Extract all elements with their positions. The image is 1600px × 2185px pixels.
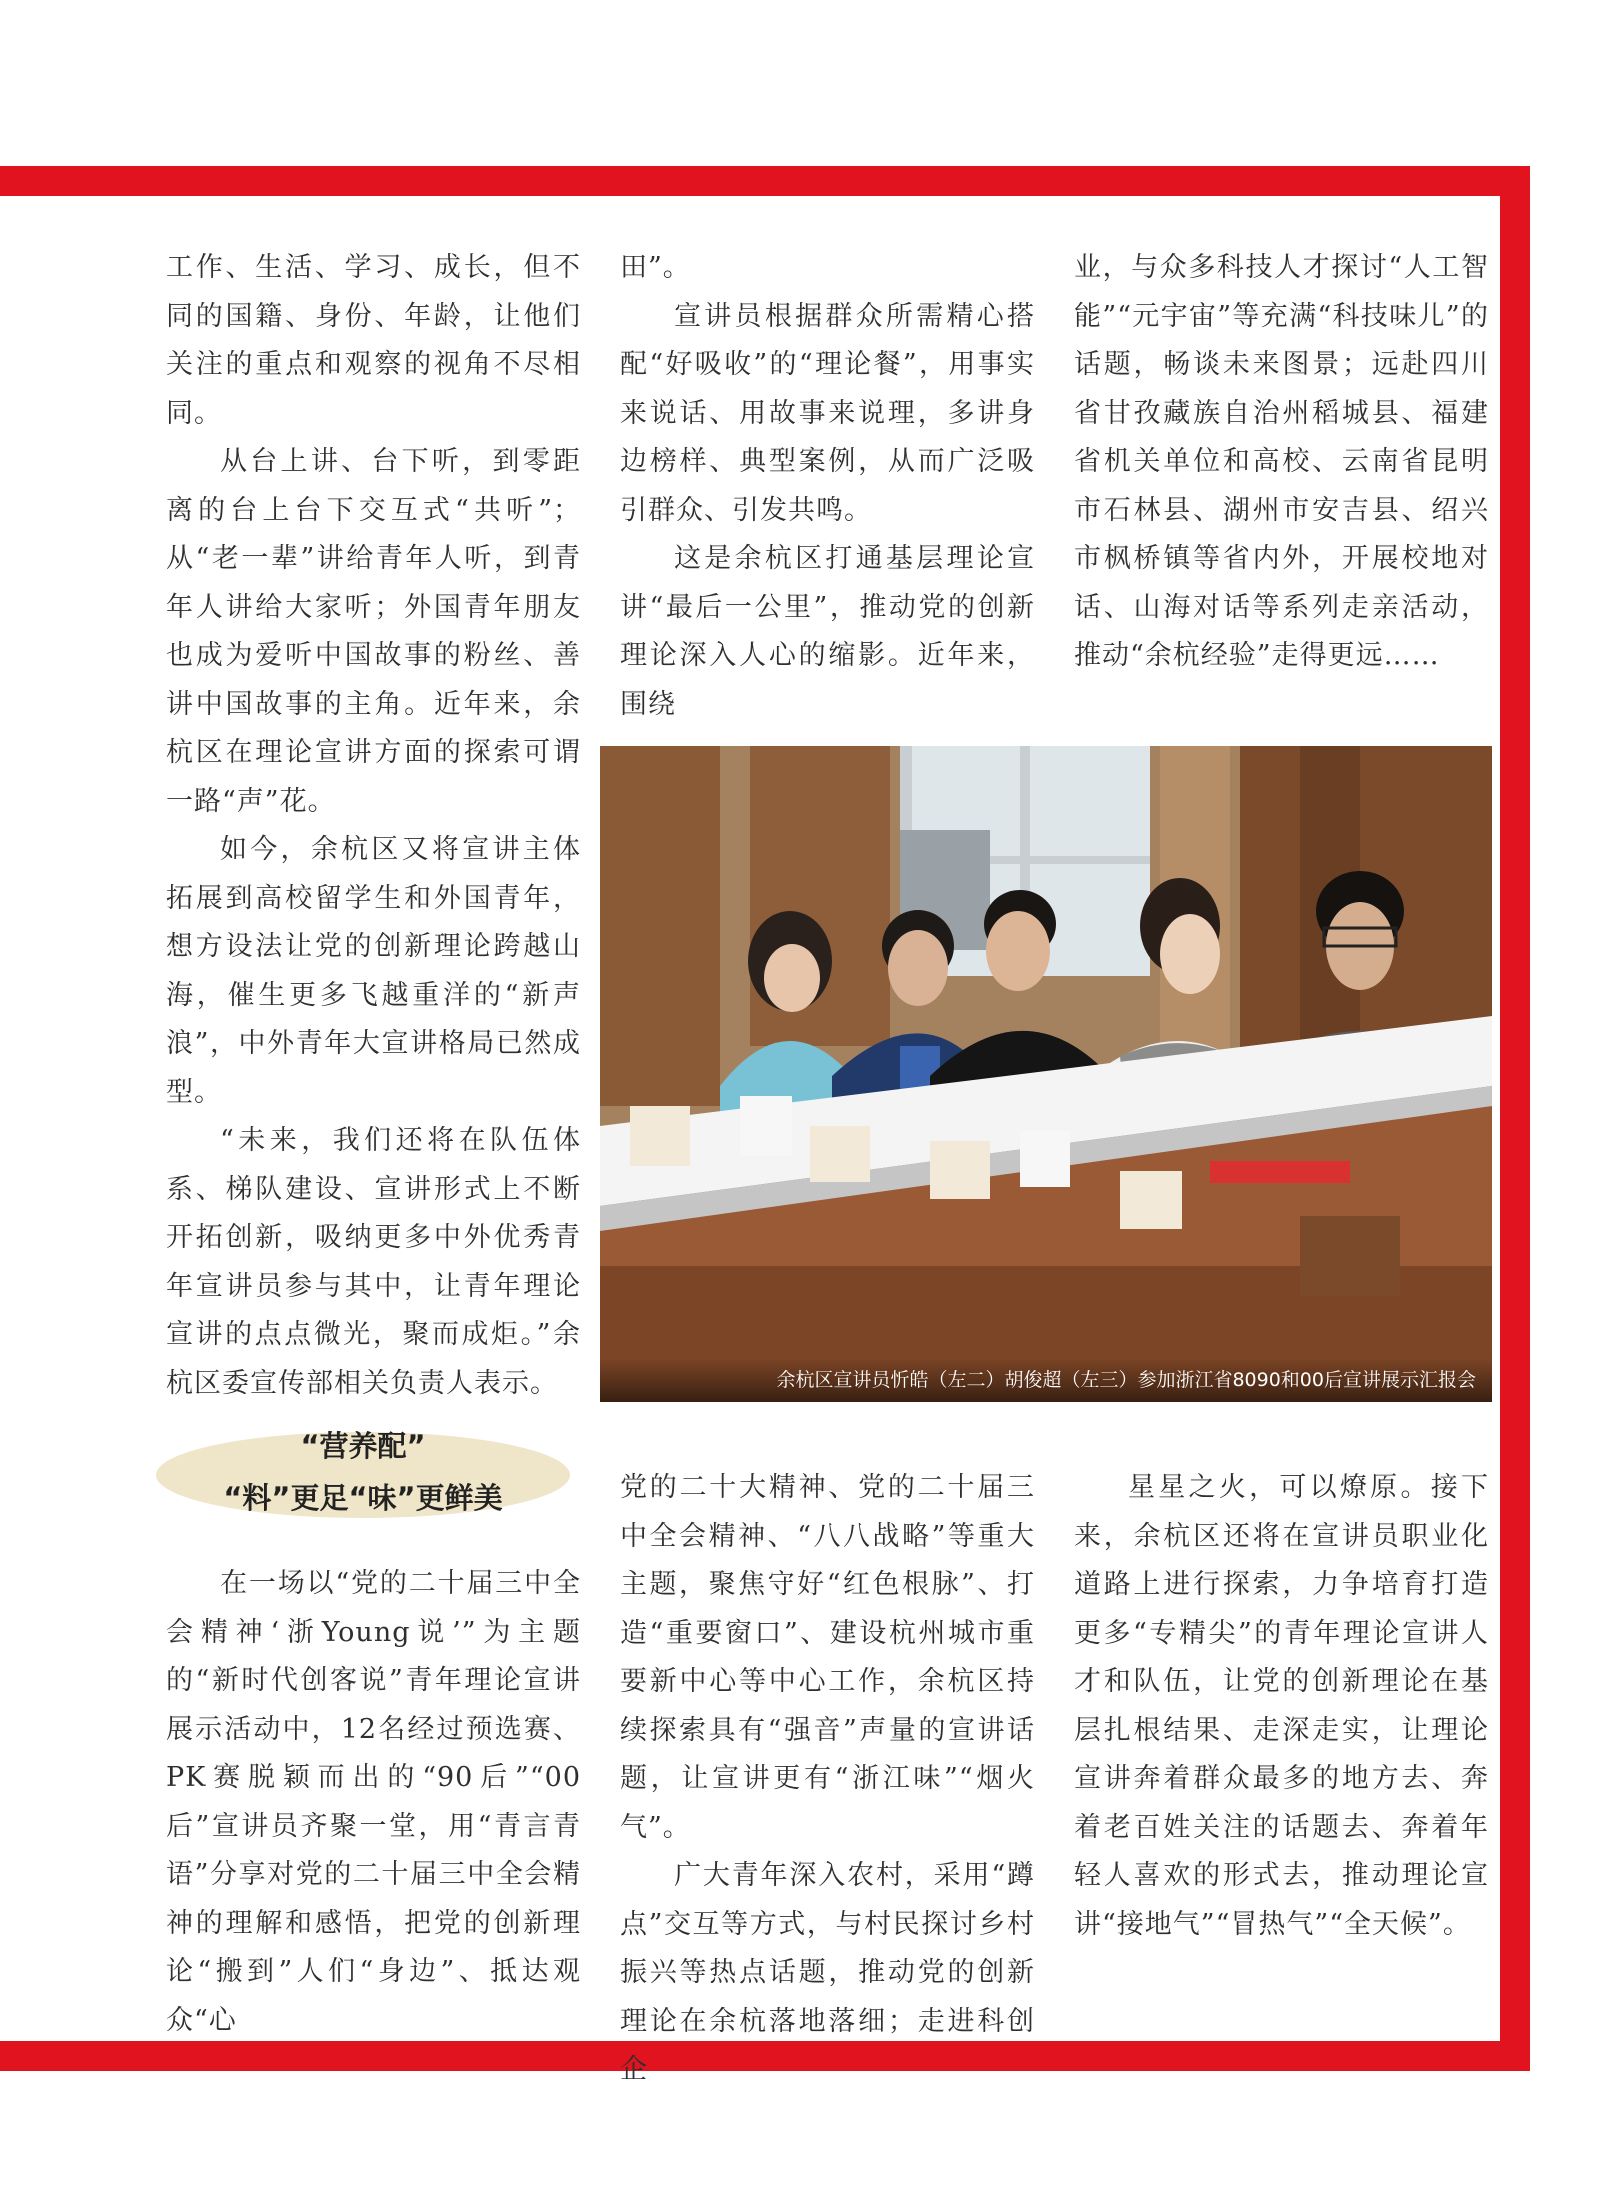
paragraph: 广大青年深入农村，采用“蹲点”交互等方式，与村民探讨乡村振兴等热点话题，推动党的创新理论在余杭落地落细；走进科创企 [620, 1860, 1035, 2085]
paragraph: 从台上讲、台下听，到零距离的台上台下交互式“共听”；从“老一辈”讲给青年人听，到青年人讲给大家听；外国青年朋友也成为爱听中国故事的粉丝、善讲中国故事的主角。近年来，余杭区在理论宣讲方面的探索可谓一路“声”花。 [166, 446, 581, 817]
paragraph: 在一场以“党的二十届三中全会精神‘浙Young说’”为主题的“新时代创客说”青年理论宣讲展示活动中，12名经过预选赛、PK赛脱颖而出的“90后”“00后”宣讲员齐聚一堂，用“青言青语”分享对党的二十届三中全会精神的理解和感悟，把党的创新理论“搬到”人们“身边”、抵达观众“心 [166, 1568, 581, 2036]
column-1-top [166, 244, 581, 1408]
paragraph: 这是余杭区打通基层理论宣讲“最后一公里”，推动党的创新理论深入人心的缩影。近年来，围绕 [620, 543, 1035, 720]
column-3-top [1074, 244, 1489, 681]
frame-right-bar [1500, 166, 1530, 2071]
column-2-top [620, 244, 1035, 729]
event-photo [600, 746, 1492, 1402]
column-2-bottom [620, 1464, 1035, 2095]
paragraph: 工作、生活、学习、成长，但不同的国籍、身份、年龄，让他们关注的重点和观察的视角不尽相同。 [166, 252, 581, 429]
paragraph: 星星之火，可以燎原。接下来，余杭区还将在宣讲员职业化道路上进行探索，力争培育打造更多“专精尖”的青年理论宣讲人才和队伍，让党的创新理论在基层扎根结果、走深走实，让理论宣讲奔着群众最多的地方去、奔着老百姓关注的话题去、奔着年轻人喜欢的形式去，推动理论宣讲“接地气”“冒热气”“全天候”。 [1074, 1472, 1489, 1940]
section-subheading [156, 1418, 570, 1534]
column-3-bottom [1074, 1464, 1489, 1949]
photo-illustration [600, 746, 1492, 1402]
subheading-line-2: “料”更足“味”更鲜美 [223, 1481, 503, 1515]
paragraph: 业，与众多科技人才探讨“人工智能”“元宇宙”等充满“科技味儿”的话题，畅谈未来图景；远赴四川省甘孜藏族自治州稻城县、福建省机关单位和高校、云南省昆明市石林县、湖州市安吉县、绍兴市枫桥镇等省内外，开展校地对话、山海对话等系列走亲活动，推动“余杭经验”走得更远…… [1074, 252, 1489, 671]
photo-caption: 余杭区宣讲员忻皓（左二）胡俊超（左三）参加浙江省8090和00后宣讲展示汇报会 [600, 1358, 1492, 1402]
paragraph: 宣讲员根据群众所需精心搭配“好吸收”的“理论餐”，用事实来说话、用故事来说理，多讲身边榜样、典型案例，从而广泛吸引群众、引发共鸣。 [620, 300, 1035, 526]
subheading-line-1: “营养配” [300, 1429, 426, 1463]
paragraph: 党的二十大精神、党的二十届三中全会精神、“八八战略”等重大主题，聚焦守好“红色根脉”、打造“重要窗口”、建设杭州城市重要新中心等中心工作，余杭区持续探索具有“强音”声量的宣讲话题，让宣讲更有“浙江味”“烟火气”。 [620, 1472, 1035, 1843]
paragraph: “未来，我们还将在队伍体系、梯队建设、宣讲形式上不断开拓创新，吸纳更多中外优秀青年宣讲员参与其中，让青年理论宣讲的点点微光，聚而成炬。”余杭区委宣传部相关负责人表示。 [166, 1125, 581, 1399]
frame-top-bar [0, 166, 1530, 196]
column-1-bottom [166, 1560, 581, 2045]
paragraph: 田”。 [620, 252, 691, 283]
paragraph: 如今，余杭区又将宣讲主体拓展到高校留学生和外国青年，想方设法让党的创新理论跨越山海，催生更多飞越重洋的“新声浪”，中外青年大宣讲格局已然成型。 [166, 834, 581, 1108]
